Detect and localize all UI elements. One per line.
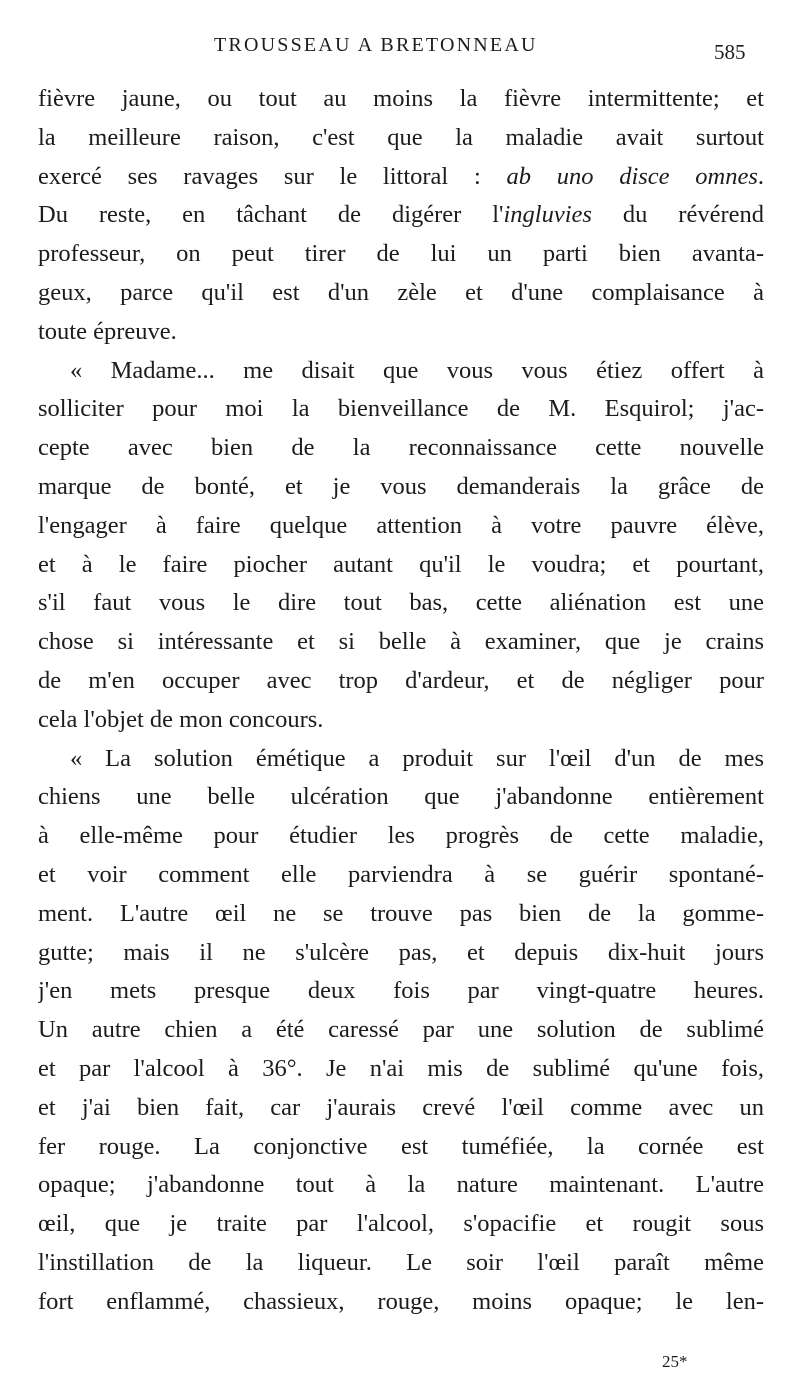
text-line: marque de bonté, et je vous demanderais la grâce de (38, 472, 764, 500)
text-line: « La solution émétique a produit sur l'œil d'un de mes (70, 744, 764, 772)
text-line: opaque; j'abandonne tout à la nature maintenant. L'autre (38, 1171, 764, 1199)
text-line: à elle-même pour étudier les progrès de cette maladie, (38, 822, 764, 850)
text-line: et voir comment elle parviendra à se guérir spontané- (38, 860, 764, 888)
text-line: la meilleure raison, c'est que la maladie avait surtout (38, 123, 764, 151)
text-line: fièvre jaune, ou tout au moins la fièvre intermittente; et (38, 85, 764, 112)
text-line: cepte avec bien de la reconnaissance cette nouvelle (38, 434, 764, 462)
text-line (38, 158, 764, 197)
italic-phrase: ab uno disce omnes (506, 162, 758, 190)
text-line: geux, parce qu'il est d'un zèle et d'une complaisance à (38, 278, 764, 306)
text-line: de m'en occuper avec trop d'ardeur, et de négliger pour (38, 666, 764, 694)
running-head (0, 34, 800, 64)
text-line: chiens une belle ulcération que j'abandonne entièrement (38, 783, 764, 811)
text-line: s'il faut vous le dire tout bas, cette aliénation est une (38, 589, 764, 617)
text-line: l'engager à faire quelque attention à votre pauvre élève, (38, 511, 764, 539)
body-text (38, 80, 764, 1322)
text-line: professeur, on peut tirer de lui un parti bien avanta- (38, 240, 764, 268)
text-line: solliciter pour moi la bienveillance de M. Esquirol; j'ac- (38, 395, 764, 423)
text-run: Du reste, en tâchant de digérer l' (38, 201, 504, 229)
text-line: fer rouge. La conjonctive est tuméfiée, la cornée est (38, 1132, 764, 1160)
signature-mark: 25* (662, 1352, 688, 1371)
page-number: 585 (714, 40, 746, 64)
text-run: exercé ses ravages sur le littoral : (38, 162, 507, 190)
text-line: toute épreuve. (38, 317, 177, 345)
text-line: « Madame... me disait que vous vous étiez offert à (70, 356, 764, 384)
text-line: ment. L'autre œil ne se trouve pas bien de la gomme- (38, 899, 764, 927)
text-line: œil, que je traite par l'alcool, s'opacifie et rougit sous (38, 1210, 764, 1238)
italic-phrase: ingluvies (503, 201, 592, 229)
text-line: fort enflammé, chassieux, rouge, moins opaque; le len- (38, 1287, 764, 1315)
text-line: et j'ai bien fait, car j'aurais crevé l'œil comme avec un (38, 1093, 764, 1121)
running-title: TROUSSEAU A BRETONNEAU (214, 34, 538, 56)
text-line: chose si intéressante et si belle à examiner, que je crains (38, 628, 764, 656)
text-line: gutte; mais il ne s'ulcère pas, et depuis dix-huit jours (38, 938, 764, 966)
text-line: Un autre chien a été caressé par une solution de sublimé (38, 1016, 764, 1044)
text-run: . (757, 162, 764, 190)
text-line: et à le faire piocher autant qu'il le voudra; et pourtant, (38, 550, 764, 578)
text-line: et par l'alcool à 36°. Je n'ai mis de sublimé qu'une fois, (38, 1054, 764, 1082)
text-line: l'instillation de la liqueur. Le soir l'œil paraît même (38, 1248, 764, 1276)
text-line (38, 196, 764, 235)
text-line: cela l'objet de mon concours. (38, 705, 324, 733)
text-run: du révérend (591, 201, 764, 229)
text-line: j'en mets presque deux fois par vingt-quatre heures. (38, 977, 764, 1005)
